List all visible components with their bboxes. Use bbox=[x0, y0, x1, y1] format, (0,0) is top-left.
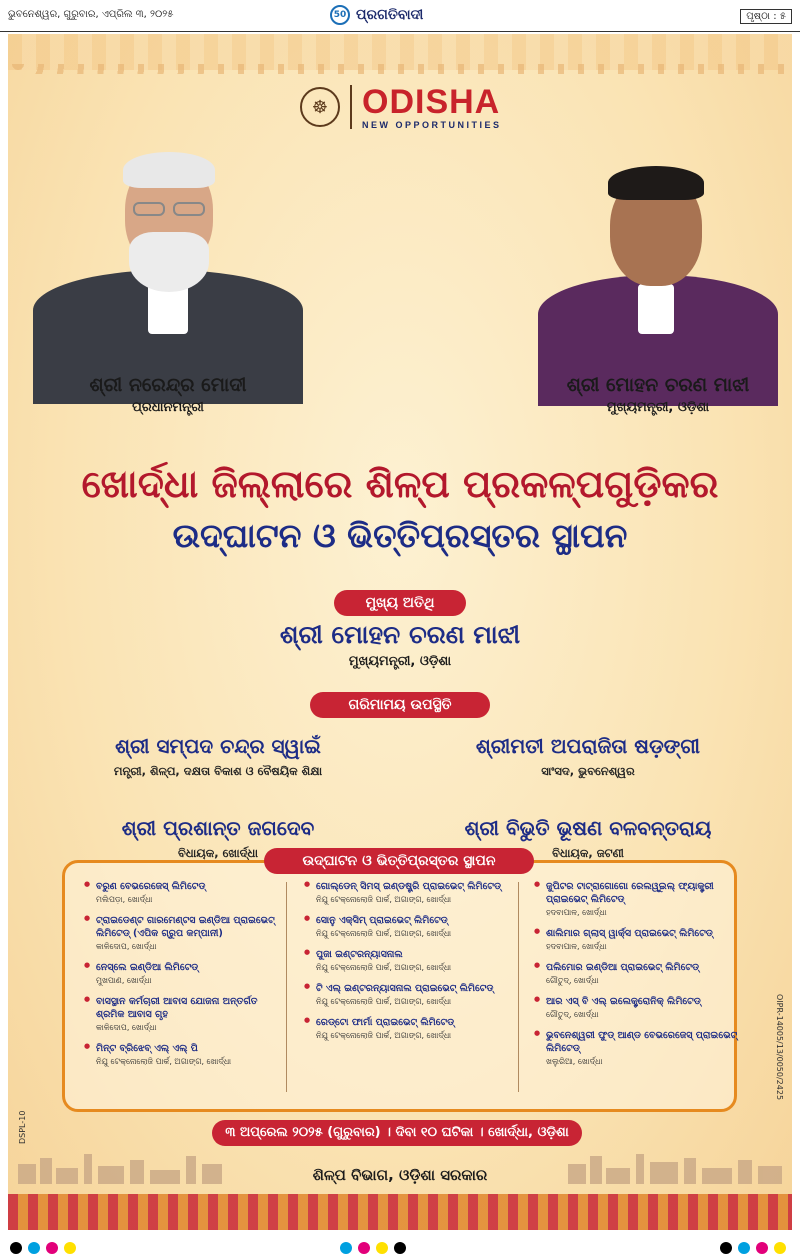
list-item: ● ମିନ୍ଟ ବ୍ରିଝେବ୍ ଏଲ୍ ଏଲ୍ ପି ନିଯୁ ଟେକ୍ନୋଲୋଜି ପାର୍କ, ଅଗାଙ୍ଗ, ଖୋର୍ଦ୍ଧା bbox=[84, 1042, 289, 1067]
logo-text bbox=[362, 84, 502, 130]
glasses-icon bbox=[133, 202, 165, 216]
anniversary-badge-icon: 50 bbox=[330, 5, 350, 25]
dignitary-name: ଶ୍ରୀମତୀ ଅପରାଜିତା ଷଡ଼ଙ୍ଗୀ bbox=[475, 734, 701, 758]
leader-left-caption bbox=[68, 374, 268, 415]
dignitary-2 bbox=[408, 734, 768, 779]
headline-line-1: ଖୋର୍ଦ୍ଧା ଜିଲ୍ଲାରେ ଶିଳ୍ପ ପ୍ରକଳ୍ପଗୁଡ଼ିକର bbox=[81, 462, 719, 506]
masthead-title bbox=[330, 5, 423, 25]
registration-dot-icon bbox=[10, 1242, 22, 1254]
page-number: ପୃଷ୍ଠା : ୫ bbox=[740, 9, 792, 24]
portrait-shirt bbox=[638, 284, 674, 334]
portrait-chief-minister bbox=[538, 144, 778, 406]
issuing-department: ଶିଳ୍ପ ବିଭାଗ, ଓଡ଼ିଶା ସରକାର bbox=[312, 1166, 488, 1184]
dignitaries-label: ଗରିମାମୟ ଉପସ୍ଥିତି bbox=[310, 692, 490, 718]
registration-dot-icon bbox=[394, 1242, 406, 1254]
odisha-logo bbox=[300, 84, 502, 130]
list-item: ● ଟି ଏଲ୍ ଇଣ୍ଟରନ୍ୟାସନାଲ ପ୍ରାଇଭେଟ୍ ଲିମିଟେଡ୍ ନିଯୁ ଟେକ୍ନୋଲୋଜି ପାର୍କ, ଅଗାଙ୍ଗ, ଖୋର୍ଦ୍ଧା bbox=[304, 982, 509, 1007]
chief-guest-title: ମୁଖ୍ୟମନ୍ତ୍ରୀ, ଓଡ଼ିଶା bbox=[348, 654, 452, 669]
list-item: ● ରେଡ୍‌ଟୋ ଫାର୍ମା ପ୍ରାଇଭେଟ୍ ଲିମିଟେଡ୍ ନିଯୁ ଟେକ୍ନୋଲୋଜି ପାର୍କ, ଅଗାଙ୍ଗ, ଖୋର୍ଦ୍ଧା bbox=[304, 1016, 509, 1041]
decorative-bottom-border bbox=[8, 1194, 792, 1230]
list-item: ● ପଲିମୋର ଇଣ୍ଡିଆ ପ୍ରାଇଭେଟ୍ ଲିମିଟେଡ୍ ଗୌତୁଦ୍, ଖୋର୍ଦ୍ଧା bbox=[534, 961, 739, 986]
registration-dot-icon bbox=[738, 1242, 750, 1254]
decorative-top-scallop bbox=[8, 64, 792, 74]
registration-dot-icon bbox=[46, 1242, 58, 1254]
dignitary-name: ଶ୍ରୀ ବିଭୁତି ଭୂଷଣ ବଳବନ୍ତରାୟ bbox=[464, 816, 712, 840]
registration-dot-icon bbox=[358, 1242, 370, 1254]
event-date-banner: ୩ ଅପ୍ରେଲ ୨୦୨୫ (ଗୁରୁବାର) । ଦିବା ୧୦ ଘଟିକା । ଖୋର୍ଦ୍ଧା, ଓଡ଼ିଶା bbox=[212, 1120, 582, 1146]
logo-separator bbox=[350, 85, 352, 129]
projects-column-3 bbox=[534, 880, 739, 1076]
dignitary-1 bbox=[38, 734, 398, 779]
advertisement bbox=[8, 34, 792, 1230]
list-item: ● ସୋନୁ ଏକ୍ସିମ୍ ପ୍ରାଇଭେଟ୍ ଲିମିଟେଡ୍ ନିଯୁ ଟେକ୍ନୋଲୋଜି ପାର୍କ, ଅଗାଙ୍ଗ, ଖୋର୍ଦ୍ଧା bbox=[304, 914, 509, 939]
side-code-left: DSPL-10 bbox=[18, 1110, 27, 1144]
list-item: ● ଟ୍ରାଇଡେଣ୍ଟ ଗାରମେଣ୍ଟସ ଇଣ୍ଡିଆ ପ୍ରାଇଭେଟ୍ ଲିମିଟେଡ୍ (ଏପିକ ଗ୍ରୁପ କମ୍ପାନୀ) କାଳିଦୋପ, ଖୋର୍ଦ୍ଧା bbox=[84, 914, 289, 952]
list-item: ● ବରୁଣ ବେଭରେଜେସ୍ ଲିମିଟେଡ୍ ମଲିପଡ଼ା, ଖୋର୍ଦ୍ଧା bbox=[84, 880, 289, 905]
list-item: ● ନେସ୍‌ଲେ ଇଣ୍ଡିଆ ଲିମିଟେଡ୍ ମୁଖପାଣ, ଖୋର୍ଦ୍ଧା bbox=[84, 961, 289, 986]
side-code-right: OIPR-14005/13/0050/2425 bbox=[775, 994, 784, 1101]
leader-left-name: ଶ୍ରୀ ନରେନ୍ଦ୍ର ମୋଦୀ bbox=[89, 374, 247, 396]
dignitary-name: ଶ୍ରୀ ସମ୍ପଦ ଚନ୍ଦ୍ର ସ୍ୱାଇଁ bbox=[115, 734, 321, 758]
leader-right-name: ଶ୍ରୀ ମୋହନ ଚରଣ ମାଝୀ bbox=[566, 374, 750, 396]
registration-dot-icon bbox=[774, 1242, 786, 1254]
portrait-hair bbox=[123, 152, 215, 188]
logo-tagline: NEW OPPORTUNITIES bbox=[362, 120, 502, 130]
projects-column-1 bbox=[84, 880, 289, 1076]
dignitary-title: ବିଧାୟକ, ଖୋର୍ଦ୍ଧା bbox=[178, 846, 258, 860]
projects-column-2 bbox=[304, 880, 509, 1050]
list-item: ● ବାସସ୍ଥାନ କର୍ମଚାରୀ ଆବାସ ଯୋଜନା ଅନ୍ତର୍ଗତ ଶ୍ରମିକ ଆବାସ ଗୃହ କାଳିଦୋପ, ଖୋର୍ଦ୍ଧା bbox=[84, 995, 289, 1033]
dignitary-title: ବିଧାୟକ, ଜଟଣୀ bbox=[552, 846, 624, 860]
registration-dot-icon bbox=[720, 1242, 732, 1254]
print-color-strip bbox=[0, 1236, 800, 1260]
masthead-dateline: ଭୁବନେଶ୍ୱର, ଗୁରୁବାର, ଏପ୍ରିଲ ୩, ୨୦୨୫ bbox=[8, 9, 174, 20]
headline-line-2: ଉଦ୍‌ଘାଟନ ଓ ଭିତ୍ତିପ୍ରସ୍ତର ସ୍ଥାପନ bbox=[172, 516, 628, 555]
column-divider bbox=[518, 882, 519, 1092]
list-item: ● ଜୁପିଟର ଟାଟ୍ରାଗୋଗୋ ରେଲୱୁଇଲ୍ ଫ୍ୟାକ୍ଟ୍ରୀ ପ୍ରାଇଭେଟ୍ ଲିମିଟେଡ୍ ହଦବାପାଳ, ଖୋର୍ଦ୍ଧା bbox=[534, 880, 739, 918]
list-item: ● ପୁଜା ଇଣ୍ଟରନ୍ୟାସନାଲ ନିଯୁ ଟେକ୍ନୋଲୋଜି ପାର୍କ, ଅଗାଙ୍ଗ, ଖୋର୍ଦ୍ଧା bbox=[304, 948, 509, 973]
list-item: ● ଭୁବନେଶ୍ୱରୀ ଫୁଡ୍ ଆଣ୍ଡ ବେଭରେଜେସ୍ ପ୍ରାଇଭେଟ୍ ଲିମିଟେଡ୍ ଖଲୁରିଆ, ଖୋର୍ଦ୍ଧା bbox=[534, 1029, 739, 1067]
dignitary-name: ଶ୍ରୀ ପ୍ରଶାନ୍ତ ଜଗଦେବ bbox=[121, 816, 315, 840]
chief-guest-name: ଶ୍ରୀ ମୋହନ ଚରଣ ମାଝୀ bbox=[279, 620, 521, 649]
dignitary-title: ମନ୍ତ୍ରୀ, ଶିଳ୍ପ, ଦକ୍ଷତା ବିକାଶ ଓ ବୈଷୟିକ ଶିକ୍ଷା bbox=[113, 764, 323, 778]
registration-dot-icon bbox=[376, 1242, 388, 1254]
registration-dot-icon bbox=[340, 1242, 352, 1254]
glasses-icon bbox=[173, 202, 205, 216]
newspaper-name: ପ୍ରଗତିବାଦୀ bbox=[356, 7, 424, 23]
projects-label: ଉଦ୍‌ଘାଟନ ଓ ଭିତ୍ତିପ୍ରସ୍ତର ସ୍ଥାପନ bbox=[264, 848, 534, 874]
newspaper-masthead bbox=[0, 0, 800, 32]
list-item: ● ଶାଲିମାର ଗ୍ଲାସ୍ ୱାର୍କ୍ସ ପ୍ରାଇଭେଟ୍ ଲିମିଟେଡ୍ ହଦବାପାଳ, ଖୋର୍ଦ୍ଧା bbox=[534, 927, 739, 952]
portrait-hair bbox=[608, 166, 704, 200]
chief-guest-label: ମୁଖ୍ୟ ଅତିଥି bbox=[334, 590, 466, 616]
list-item: ● ଆର ଏସ୍ ବି ଏଲ୍ ଇଲେକ୍ଟ୍ରୋନିକ୍ ଲିମିଟେଡ୍ ଗୌତୁଦ୍, ଖୋର୍ଦ୍ଧା bbox=[534, 995, 739, 1020]
registration-dot-icon bbox=[756, 1242, 768, 1254]
registration-dot-icon bbox=[28, 1242, 40, 1254]
dignitary-title: ସାଂସଦ, ଭୁବନେଶ୍ୱର bbox=[541, 764, 635, 778]
portrait-beard bbox=[129, 232, 209, 292]
list-item: ● ଗୋଲ୍ଡେନ୍ ସିମସ୍ ଇଣ୍ଡଷ୍ଟ୍ରି ପ୍ରାଇଭେଟ୍ ଲିମିଟେଡ୍ ନିଯୁ ଟେକ୍ନୋଲୋଜି ପାର୍କ, ଅଗାଙ୍ଗ, ଖୋର୍ଦ୍ଧା bbox=[304, 880, 509, 905]
state-emblem-icon: ☸ bbox=[300, 87, 340, 127]
leader-left-title: ପ୍ରଧାନମନ୍ତ୍ରୀ bbox=[132, 400, 204, 415]
registration-dot-icon bbox=[64, 1242, 76, 1254]
leader-right-caption bbox=[538, 374, 778, 415]
portrait-prime-minister bbox=[33, 124, 303, 404]
logo-wordmark: ODISHA bbox=[362, 83, 501, 121]
leader-right-title: ମୁଖ୍ୟମନ୍ତ୍ରୀ, ଓଡ଼ିଶା bbox=[606, 400, 710, 415]
